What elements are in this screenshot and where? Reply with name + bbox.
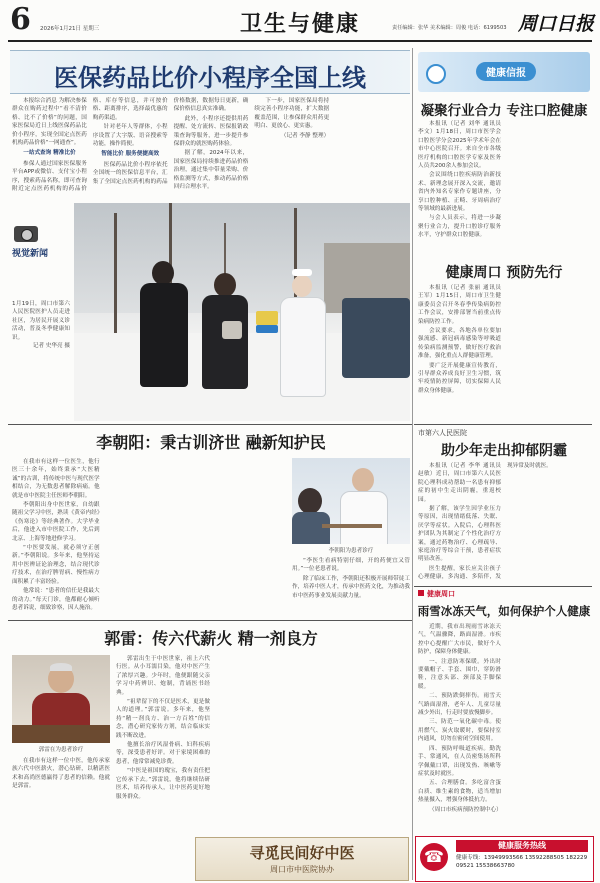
hospital-kicker: 市第六人民医院 <box>418 429 467 437</box>
paragraph: 医生提醒，家长应关注孩子心理健康，多沟通、多陪伴，发现异常及时就医。 <box>418 463 552 581</box>
divider <box>414 424 592 425</box>
divider <box>8 620 412 621</box>
health-bulletin-banner <box>418 52 590 92</box>
guo-headline: 郭雷：传六代薪火 精一剂良方 <box>104 629 318 648</box>
newspaper-logo: 周口日报 <box>518 13 595 35</box>
section-title: 卫生与健康 <box>239 11 360 37</box>
tree <box>114 213 117 333</box>
paragraph: “李医生看病特别仔细，开的药便宜又管用。”一位老患者说。 <box>292 558 410 573</box>
dental-article-body <box>418 120 590 256</box>
source: （周口市疾病预防控制中心） <box>429 806 502 813</box>
byline: （记者 李静 整理） <box>280 132 330 139</box>
patient-head <box>298 488 322 514</box>
paragraph: 医保药品比价小程序依托全国统一的医保信息平台，汇集了全国定点医药机构的药品价格数据，数据每日更新，确保价格信息真实准确。 <box>92 98 249 185</box>
winter-headline: 雨雪冰冻天气，如何保护个人健康 <box>417 604 591 618</box>
gift-pack <box>256 311 278 325</box>
person-coat <box>140 283 188 387</box>
hotline-title: 健康服务热线 <box>456 840 588 852</box>
tag-square-icon <box>418 590 424 596</box>
li-headline: 李朝阳：秉古训济世 融新知护民 <box>96 433 326 452</box>
youth-article-body <box>418 462 590 582</box>
hotline-phones: 健康专线：13949993566 13592288505 18222909521 15538663780 <box>456 855 588 869</box>
editor-credits: 责任编辑：张华 美术编辑：周俊 电话：6199503 <box>392 25 507 31</box>
doctor-head <box>352 468 374 492</box>
winter-article-body <box>418 623 590 831</box>
paragraph: 此外，小程序还提供用药提醒、处方流转、医保报销政策查询等服务，进一步提升参保群众的就医购药体验。 <box>173 115 249 148</box>
li-photo-caption: 李朝阳为患者诊疗 <box>328 548 374 554</box>
prevention-article-body <box>418 284 590 418</box>
paragraph: 下一步，国家医保局将持续完善小程序功能，扩大数据覆盖范围，让参保群众用药更明白、更放心、更实惠。 <box>254 98 330 130</box>
paragraph: 郭雷出生于中医世家，祖上六代行医。从小耳濡目染，他对中医产生了浓厚兴趣。少年时，他便跟随父亲学习中药辨识、炮制，背诵医书经典。 <box>116 656 210 696</box>
photo-caption <box>12 300 70 370</box>
paragraph: 李朝阳出身中医世家，自幼跟随祖父学习中医，熟读《黄帝内经》《伤寒论》等经典著作。大学毕业后，他进入市中医院工作，先后到北京、上海等地进修学习。 <box>12 502 100 542</box>
column-divider <box>412 48 413 880</box>
person-head <box>152 261 174 285</box>
camera-icon <box>14 226 38 242</box>
vehicle <box>342 298 410 378</box>
paragraph: “中医要发展，就必须守正创新。”李朝阳说。多年来，他坚持运用中医辨证论治理念，结合现代诊疗技术，在治疗脾胃病、慢性病方面积累了丰富经验。 <box>12 545 100 585</box>
paragraph: 四、预防呼吸道疾病。勤洗手、常通风，在人员密集场所科学佩戴口罩，出现发热、咳嗽等症状及时就医。 <box>418 745 501 777</box>
handbag <box>222 321 242 339</box>
column-banner-title: 寻觅民间好中医 <box>249 844 355 862</box>
guo-article-body-side <box>12 757 110 833</box>
paragraph: 三、防范一氧化碳中毒。使用燃气、炭火取暖时，要保持室内通风，切勿在密闭空间使用。 <box>418 719 501 743</box>
news-photo <box>74 203 410 421</box>
paragraph: 与会人员表示，将进一步凝聚行业合力，提升口腔诊疗服务水平，守护群众口腔健康。 <box>418 215 501 239</box>
column-banner <box>195 837 409 881</box>
subheading: 一站式查询 精准比价 <box>23 150 76 157</box>
dental-headline: 凝聚行业合力 专注口腔健康 <box>420 103 588 119</box>
guo-photo <box>12 655 110 743</box>
paragraph: 除了临床工作，李朝阳还积极开展师带徒工作，培养中医人才，传承中医药文化，为推动我市中医药事业发展贡献力量。 <box>292 575 410 599</box>
nurse-head <box>292 275 312 297</box>
subheading: 智能比价 服务便捷高效 <box>101 151 160 158</box>
paragraph: 他擅长治疗风湿骨病、妇科疾病等，深受患者好评。对于家境困难的患者，他常常减免诊费。 <box>116 742 210 765</box>
paragraph: 一、注意防寒保暖。外出时要戴帽子、手套、围巾，穿防滑鞋，注意头部、颈部及手脚保暖。 <box>418 658 501 690</box>
page-number: 6 <box>10 2 31 37</box>
photo-credit: 记者 史华亮 摄 <box>32 343 70 350</box>
main-headline-box <box>10 50 410 94</box>
person-coat <box>202 295 248 389</box>
paragraph: 据了解，2024年以来，国家医保局持续推进药品价格治理，通过集中带量采购、价格监测等方式，推动药品价格回归合理水平。 <box>173 150 249 191</box>
caption-text: 1月19日，周口市第六人民医院医护人员走进社区，为居民开展义诊活动，普及冬季健康知识。 <box>12 301 70 341</box>
paragraph: 据了解，该学生因学业压力等原因，出现情绪低落、失眠、厌学等症状。入院后，心理科医护团队为其制定了个性化治疗方案，通过药物治疗、心理疏导、家庭治疗等综合干预，患者症状明显改善。 <box>418 506 501 563</box>
paragraph: 五、合理膳食。多吃富含蛋白质、维生素的食物，适当增加热量摄入，增强身体抵抗力。 <box>418 780 501 804</box>
paragraph: “祖辈留下的不仅是医术，更是做人的道理。”郭雷说。多年来，他坚持“精一剂良方、治一方百姓”的信念，潜心研究家传方剂，结合临床实践不断改进。 <box>116 699 210 739</box>
paragraph: 本报综合消息 为解决参保群众在购药过程中“看不清价格、比不了价格”的问题，国家医保局近日上线医保药品比价小程序，实现全国定点医药机构药品价格“一网通查”。 <box>12 98 87 147</box>
nurse-uniform <box>280 297 326 397</box>
paragraph: 本报讯（记者 李华 通讯员 赵敏）近日，周口市第六人民医院心理科成功帮助一名患有抑郁症的初中生走出阴霾，重返校园。 <box>418 463 501 503</box>
li-article-body-cont <box>292 557 410 617</box>
paragraph: 本报讯（记者 刘华 通讯员 李文）1月18日，周口市医学会口腔医学分会2025年学术年会在市中心医院召开。来自全市各级医疗机构的口腔医学专家及医务人员共200余人参加会议。 <box>418 121 501 170</box>
visual-news-label: 视觉新闻 <box>12 249 49 259</box>
doctor-coat <box>340 491 388 544</box>
doctor-hair <box>50 663 72 671</box>
bulletin-bubble-icon <box>426 64 446 84</box>
main-article-body <box>12 97 410 200</box>
li-article-body <box>12 458 287 618</box>
patient-body <box>292 512 330 544</box>
youth-headline: 助少年走出抑郁阴霾 <box>441 443 567 459</box>
hotline-box <box>415 836 594 882</box>
column-banner-sponsor: 周口市中医院协办 <box>270 865 334 874</box>
paragraph: 在我市有这样一位医生，他行医三十余年，始终秉承“大医精诚”的古训，将传统中医与现代医学相结合，为无数患者解除病痛。他就是市中医院主任医师李朝阳。 <box>12 459 100 499</box>
phone-icon: ☎ <box>420 843 448 871</box>
paragraph: 会议围绕口腔疾病防治新技术、新理念展开深入交流，邀请省内外知名专家作专题讲座，分享口腔种植、正畸、牙周病治疗等领域的最新进展。 <box>418 172 501 213</box>
guo-photo-caption: 郭雷在为患者诊疗 <box>38 747 84 753</box>
paragraph: 近期，我市出现雨雪冰冻天气，气温骤降，路面湿滑。市疾控中心提醒广大市民，做好个人防护，保障身体健康。 <box>418 624 501 656</box>
header-rule <box>8 40 592 42</box>
li-photo <box>292 458 410 544</box>
paragraph: 要广泛开展健康宣传教育，引导群众养成良好卫生习惯，筑牢疫情防控屏障，切实保障人民群众身体健康。 <box>418 362 501 394</box>
guo-article-body <box>116 655 410 833</box>
paragraph: 本报讯（记者 张丽 通讯员 王军）1月15日，周口市卫生健康委员会召开冬春季传染病防控工作会议，安排部署当前重点传染病防控工作。 <box>418 285 501 325</box>
prevention-headline: 健康周口 预防先行 <box>445 265 563 281</box>
divider <box>8 424 412 425</box>
nurse-cap <box>292 269 312 276</box>
paragraph: 针对老年人等群体，小程序设置了大字版、语音搜索等功能，操作简便。 <box>92 124 168 148</box>
paragraph: 会议要求，各地各单位要加强流感、新冠病毒感染等呼吸道传染病监测预警，做好医疗救治准备，强化重点人群健康管理。 <box>418 328 501 360</box>
paragraph: 二、预防跌倒摔伤。雨雪天气路面湿滑，老年人、儿童尽量减少外出，行走时要放慢脚步。 <box>418 693 501 717</box>
main-headline: 医保药品比价小程序全国上线 <box>54 63 366 92</box>
desk <box>12 725 110 743</box>
health-bulletin-label: 健康信报 <box>476 62 536 81</box>
gift-pack <box>256 325 278 333</box>
desk <box>322 524 382 528</box>
paragraph: “中医是祖国的瑰宝，我有责任把它传承下去。”郭雷说，他将继续钻研医术，培养传承人，让中医药更好地服务群众。 <box>116 768 210 800</box>
paragraph: 在我市有这样一位中医，他传承家族六代中医薪火，潜心钻研，以精湛医术和高尚医德赢得了患者的信赖。他就是郭雷。 <box>12 758 110 790</box>
winter-tag: 健康周口 <box>427 590 455 598</box>
person-head <box>214 273 236 297</box>
issue-date: 2026年1月21日 星期三 <box>40 26 100 32</box>
paragraph: 他常说：“患者的信任是我最大的动力。”每天门诊，他都耐心倾听患者诉说，细致诊察，因人施治。 <box>12 588 100 611</box>
paragraph: 参保人通过国家医保服务平台APP或微信、支付宝小程序，搜索药品名称，即可查询附近定点医药机构的药品价格、库存等信息，并可按价格、距离排序，选择最优惠的购药渠道。 <box>12 98 168 193</box>
divider <box>414 586 592 587</box>
